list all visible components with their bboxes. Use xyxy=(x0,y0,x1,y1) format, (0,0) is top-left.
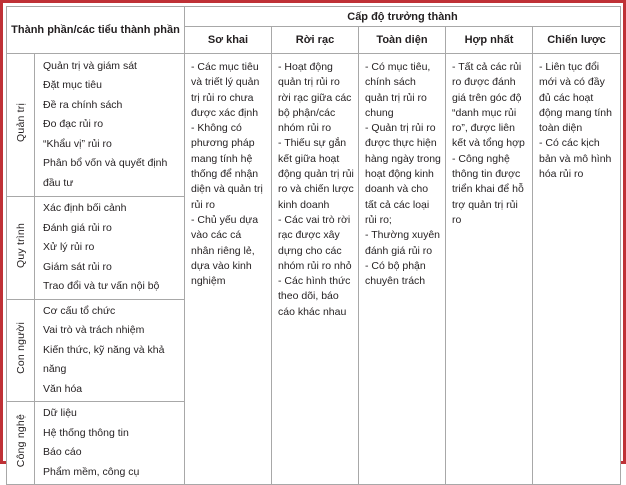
level-cell-so-khai xyxy=(185,54,272,485)
level-bullet: - Liên tục đổi mới và có đầy đủ các hoạt động mang tính toàn diện xyxy=(539,61,612,135)
sub-item: Văn hóa xyxy=(43,382,83,395)
level-bullet: - Có mục tiêu, chính sách quản trị rủi ro chung xyxy=(365,61,431,119)
group-label-text: Công nghệ xyxy=(14,413,27,468)
sub-item: Giám sát rủi ro xyxy=(43,260,112,273)
level-bullet: - Có bộ phận chuyên trách xyxy=(365,259,426,288)
group-label-text: Quản trị xyxy=(14,103,27,142)
sub-item: Xử lý rủi ro xyxy=(43,241,95,253)
level-bullet: - Có các kịch bản và mô hình hóa rủi ro xyxy=(539,137,612,181)
sub-item: Đặt mục tiêu xyxy=(43,79,102,92)
sub-item: Cơ cấu tổ chức xyxy=(43,304,116,317)
group-items-quan-tri xyxy=(35,54,185,197)
level-bullet: - Thường xuyên đánh giá rủi ro xyxy=(365,229,441,257)
level-bullet: - Chủ yếu dựa vào các cá nhân riêng lẻ, dựa vào kinh nghiệm xyxy=(191,213,259,288)
level-cell-roi-rac xyxy=(272,54,359,485)
sub-item: Phân bổ vốn và quyết định đầu tư xyxy=(43,157,168,189)
sub-item: Quản trị và giám sát xyxy=(43,59,137,72)
level-bullet: - Không có phương pháp mang tính hệ thống để nhận diện và quản trị rủi ro xyxy=(191,122,263,211)
level-bullet: - Hoạt động quản trị rủi ro rời rạc giữa các bộ phận/các nhóm rủi ro xyxy=(278,61,352,135)
level-bullet: - Các hình thức theo dõi, báo cáo khác nhau xyxy=(278,275,351,318)
sub-item: Vai trò và trách nhiệm xyxy=(43,324,145,336)
level-cell-hop-nhat xyxy=(446,54,533,485)
level-header-so-khai: Sơ khai xyxy=(185,27,272,54)
group-label-text: Quy trình xyxy=(14,222,27,268)
sub-item: “Khẩu vị” rủi ro xyxy=(43,137,112,150)
level-bullet: - Các vai trò rời rạc được xây dựng cho các nhóm rủi ro nhỏ xyxy=(278,213,352,272)
group-label-text: Con người xyxy=(14,321,27,374)
group-label-quy-trinh xyxy=(7,197,35,300)
sub-item: Đánh giá rủi ro xyxy=(43,221,112,234)
level-cell-chien-luoc xyxy=(533,54,621,485)
group-label-cong-nghe xyxy=(7,402,35,485)
level-bullet: - Thiếu sự gắn kết giữa hoạt động quản trị rủi ro và chiến lược kinh doanh xyxy=(278,137,354,211)
group-label-con-nguoi xyxy=(7,299,35,402)
sub-item: Dữ liệu xyxy=(43,407,77,419)
level-bullet: - Công nghệ thông tin được triển khai để hỗ trợ quản trị rủi ro xyxy=(452,152,524,226)
sub-item: Trao đổi và tư vấn nội bộ xyxy=(43,280,160,292)
group-items-quy-trinh xyxy=(35,197,185,300)
level-header-chien-luoc: Chiến lược xyxy=(533,27,621,54)
group-items-con-nguoi xyxy=(35,299,185,402)
sub-item: Đề ra chính sách xyxy=(43,98,123,111)
group-label-quan-tri xyxy=(7,54,35,197)
sub-item: Xác định bối cảnh xyxy=(43,202,127,214)
maturity-table xyxy=(6,6,620,478)
level-bullet: - Tất cả các rủi ro được đánh giá trên góc độ “danh mục rủi ro”, được liên kết và tổng hợp xyxy=(452,61,525,150)
corner-header-cell: Thành phần/các tiểu thành phần xyxy=(7,7,185,54)
level-header-roi-rac: Rời rạc xyxy=(272,27,359,54)
level-header-toan-dien: Toàn diện xyxy=(359,27,446,54)
sub-item: Hệ thống thông tin xyxy=(43,426,129,439)
maturity-header-cell: Cấp độ trưởng thành xyxy=(185,7,621,27)
level-bullet: - Các mục tiêu và triết lý quản trị rủi ro chưa được xác định xyxy=(191,61,260,119)
sub-item: Báo cáo xyxy=(43,446,82,458)
sub-item: Đo đạc rủi ro xyxy=(43,118,104,131)
level-cell-toan-dien xyxy=(359,54,446,485)
group-items-cong-nghe xyxy=(35,402,185,485)
sub-item: Phẩm mềm, công cụ xyxy=(43,465,140,478)
level-header-hop-nhat: Hợp nhất xyxy=(446,27,533,54)
level-bullet: - Quản trị rủi ro được thực hiện hàng ngày trong hoạt động kinh doanh và cho tất cả các loại rủi ro; xyxy=(365,122,441,226)
sub-item: Kiến thức, kỹ năng và khả năng xyxy=(43,343,165,375)
